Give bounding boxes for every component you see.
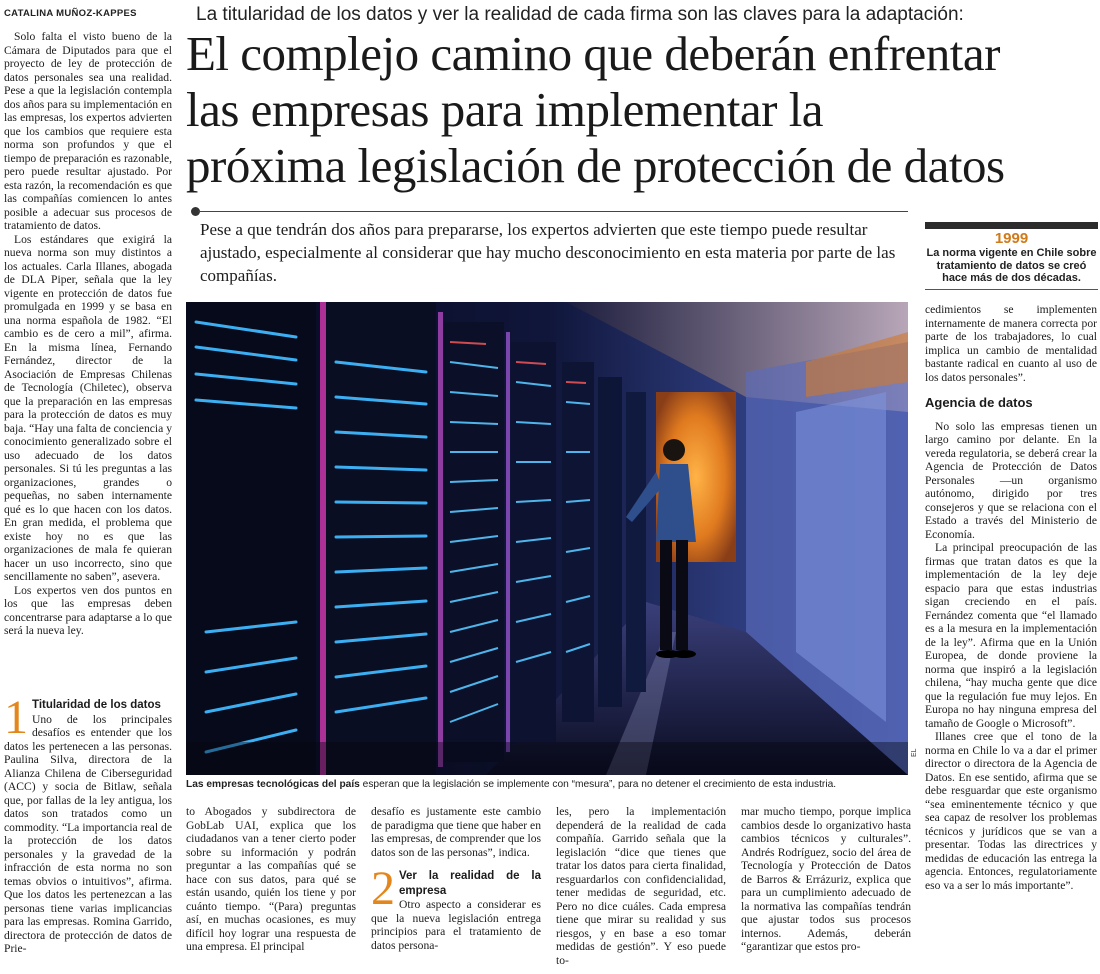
paragraph: Los expertos ven dos puntos en los que las empresas deben concentrarse para adaptarse a lo que será la nueva ley. xyxy=(4,583,172,637)
data-center-photo xyxy=(186,302,908,775)
byline: CATALINA MUÑOZ-KAPPES xyxy=(4,8,137,19)
sidebar-bottom-rule xyxy=(925,289,1098,290)
headline-line-1: El complejo camino que deberán enfrentar xyxy=(186,26,1000,81)
photo-credit: EL xyxy=(911,748,918,757)
section-number-2: 2 xyxy=(371,862,395,915)
paragraph: to Abogados y subdirectora de GobLab UAI, explica que los ciudadanos van a tener cierto poder sobre su información y podrán preguntar a las compañías qué se hace con sus datos, para qué se están usando, quién los tiene y por cuánto tiempo. “(Para) preguntas así, en muchas ocasiones, es muy difícil hoy lograr una respuesta de una empresa. El principal xyxy=(186,805,356,953)
caption-text: esperan que la legislación se implemente con “mesura”, para no detener el crecimiento de esta industria. xyxy=(359,779,837,790)
deck: Pese a que tendrán dos años para prepararse, los expertos advierten que este tiempo puede resultar ajustado, especialmente al considerar que hay mucho desconocimiento en esta materia por parte de las compañías. xyxy=(200,220,896,285)
headline-line-3: próxima legislación de protección de datos xyxy=(186,138,1005,193)
column-4 xyxy=(556,805,726,967)
paragraph: les, pero la implementación dependerá de la realidad de cada compañía. Garrido señala que la legislación “dice que tienes que tratar los datos para cierta finalidad, resguardarlos con confidencialidad, tener medidas de seguridad, etc. Pero no dice cuáles. Cada empresa tiene que mirar su realidad y sus riesgos, y en base a eso tomar medidas de gestión”. Y eso puede to- xyxy=(556,805,726,967)
photo-caption xyxy=(186,779,908,790)
section-title-2: Ver la realidad de la empresa xyxy=(399,870,541,897)
paragraph: Illanes cree que el tono de la norma en Chile lo va a dar el primer director o directora de la Agencia de Datos. En ese sentido, afirma que se debe resguardar que este organismo “sea eminentemente técnico y que sea capaz de resolver los problemas técnicos y jurídicos que se van a presentar. Todas las directrices y medidas de educación las entrega la agencia. Entonces, regulatoriamente eso va a ser lo más importante”. xyxy=(925,730,1097,892)
paragraph: desafío es justamente este cambio de paradigma que tiene que haber en las empresas, de comprender que los datos son de las personas”, indica. xyxy=(371,805,541,859)
caption-bold: Las empresas tecnológicas del país xyxy=(186,779,360,790)
paragraph: cedimientos se implementen internamente de manera correcta por parte de los trabajadores, lo cual implica un cambio de mentalidad bastante radical en cuanto al uso de los datos personales”. xyxy=(925,303,1097,384)
column-3 xyxy=(371,805,541,952)
paragraph: No solo las empresas tienen un largo camino por delante. En la vereda regulatoria, se deberá crear la Agencia de Protección de Datos Personales —un organismo autónomo, dirigido por tres consejeros y que se relaciona con el Estado a través del Ministerio de Economía. xyxy=(925,419,1097,541)
section-number-1: 1 xyxy=(4,691,28,744)
sidebar-text: La norma vigente en Chile sobre tratamiento de datos se creó hace más de dos décadas. xyxy=(926,247,1097,284)
section-body-1: Uno de los principales desafíos es entender que los datos les pertenecen a las personas. Paulina Silva, directora de la Alianza Chilena de Ciberseguridad (ACC) y socia de Bitlaw, señala que, por fallas de la ley antigua, los datos son tratados como un commodity. “La importancia real de la protección de los datos personales y la gravedad de la infracción de esta norma no son temas obvios o intuitivos”, afirma. Que los datos les pertenezcan a las personas tiene varias implicancias para las empresas. Romina Garrido, directora de protección de datos de Prie- xyxy=(4,712,172,955)
column-2 xyxy=(186,805,356,954)
section-body-2: Otro aspecto a considerar es que la nueva legislación entrega principios para el tratamiento de datos persona- xyxy=(371,898,541,952)
paragraph: La principal preocupación de las firmas que tratan datos es que la implementación de la ley deje espacio para que estas industrias sigan creciendo en el país. Fernández comenta que “el llamado es a la mesura en la implementación de la ley”. Afirma que en la Unión Europea, de donde proviene la norma que inspiró a la legislación chilena, “hay mucha gente que dice que la regulación fue muy lejos. En Europa no hay ninguna empresa del tamaño de Google o Microsoft”. xyxy=(925,541,1097,730)
kicker: La titularidad de los datos y ver la realidad de cada firma son las claves para la adaptación: xyxy=(196,4,964,25)
deck-divider xyxy=(198,211,908,212)
sidebar-fact-box xyxy=(925,225,1098,285)
subheading-agencia: Agencia de datos xyxy=(925,395,1033,410)
headline xyxy=(186,26,1096,194)
section-title-1: Titularidad de los datos xyxy=(32,699,161,711)
headline-line-2: las empresas para implementar la xyxy=(186,82,824,137)
section-1 xyxy=(4,691,172,956)
paragraph: mar mucho tiempo, porque implica cambios desde lo organizativo hasta cambios técnicos y culturales”. Andrés Rodríguez, socio del área de Tecnología y Protección de Datos de Barros & Errázuriz, explica que para un cumplimiento adecuado de la normativa las compañías tendrán que ajustar todos sus procesos internos. Además, deberán “garantizar que estos pro- xyxy=(741,805,911,953)
paragraph: Los estándares que exigirá la nueva norma son muy distintos a los actuales. Carla Illanes, abogada de DLA Piper, señala que la ley vigente en protección de datos fue promulgada en 1999 y se basa en una norma española de 1982. “El cambio es de cero a mil”, afirma. En la misma línea, Fernando Fernández, director de la Asociación de Empresas Chilenas de Tecnología (Chiletec), observa que la preparación en las empresas para la protección de datos es muy baja. “Hay una falta de conciencia y conocimiento generalizado sobre el uso adecuado de los datos personales. Si tú les preguntas a las organizaciones, grandes o pequeñas, no saben internamente qué es lo que hacen con los datos. En gran medida, el problema que existe hoy no es que las organizaciones de mala fe quieran hacer un uso incorrecto, sino que sencillamente no saben”, asevera. xyxy=(4,232,172,583)
right-column xyxy=(925,303,1097,892)
column-5 xyxy=(741,805,911,954)
paragraph: Solo falta el visto bueno de la Cámara de Diputados para que el proyecto de ley de protección de datos personales sea una realidad. Pese a que la legislación contempla dos años para su implementación en las empresas, los expertos advierten que los cambios que requiere esta norma son profundos y que el tiempo de preparación es razonable, pero puede resultar ajustado. Por esta razón, la recomendación es que las compañías comiencen lo antes posible a adecuar sus procesos de tratamiento de datos. xyxy=(4,30,172,232)
column-1 xyxy=(4,30,172,638)
sidebar-number: 1999 xyxy=(994,230,1029,247)
